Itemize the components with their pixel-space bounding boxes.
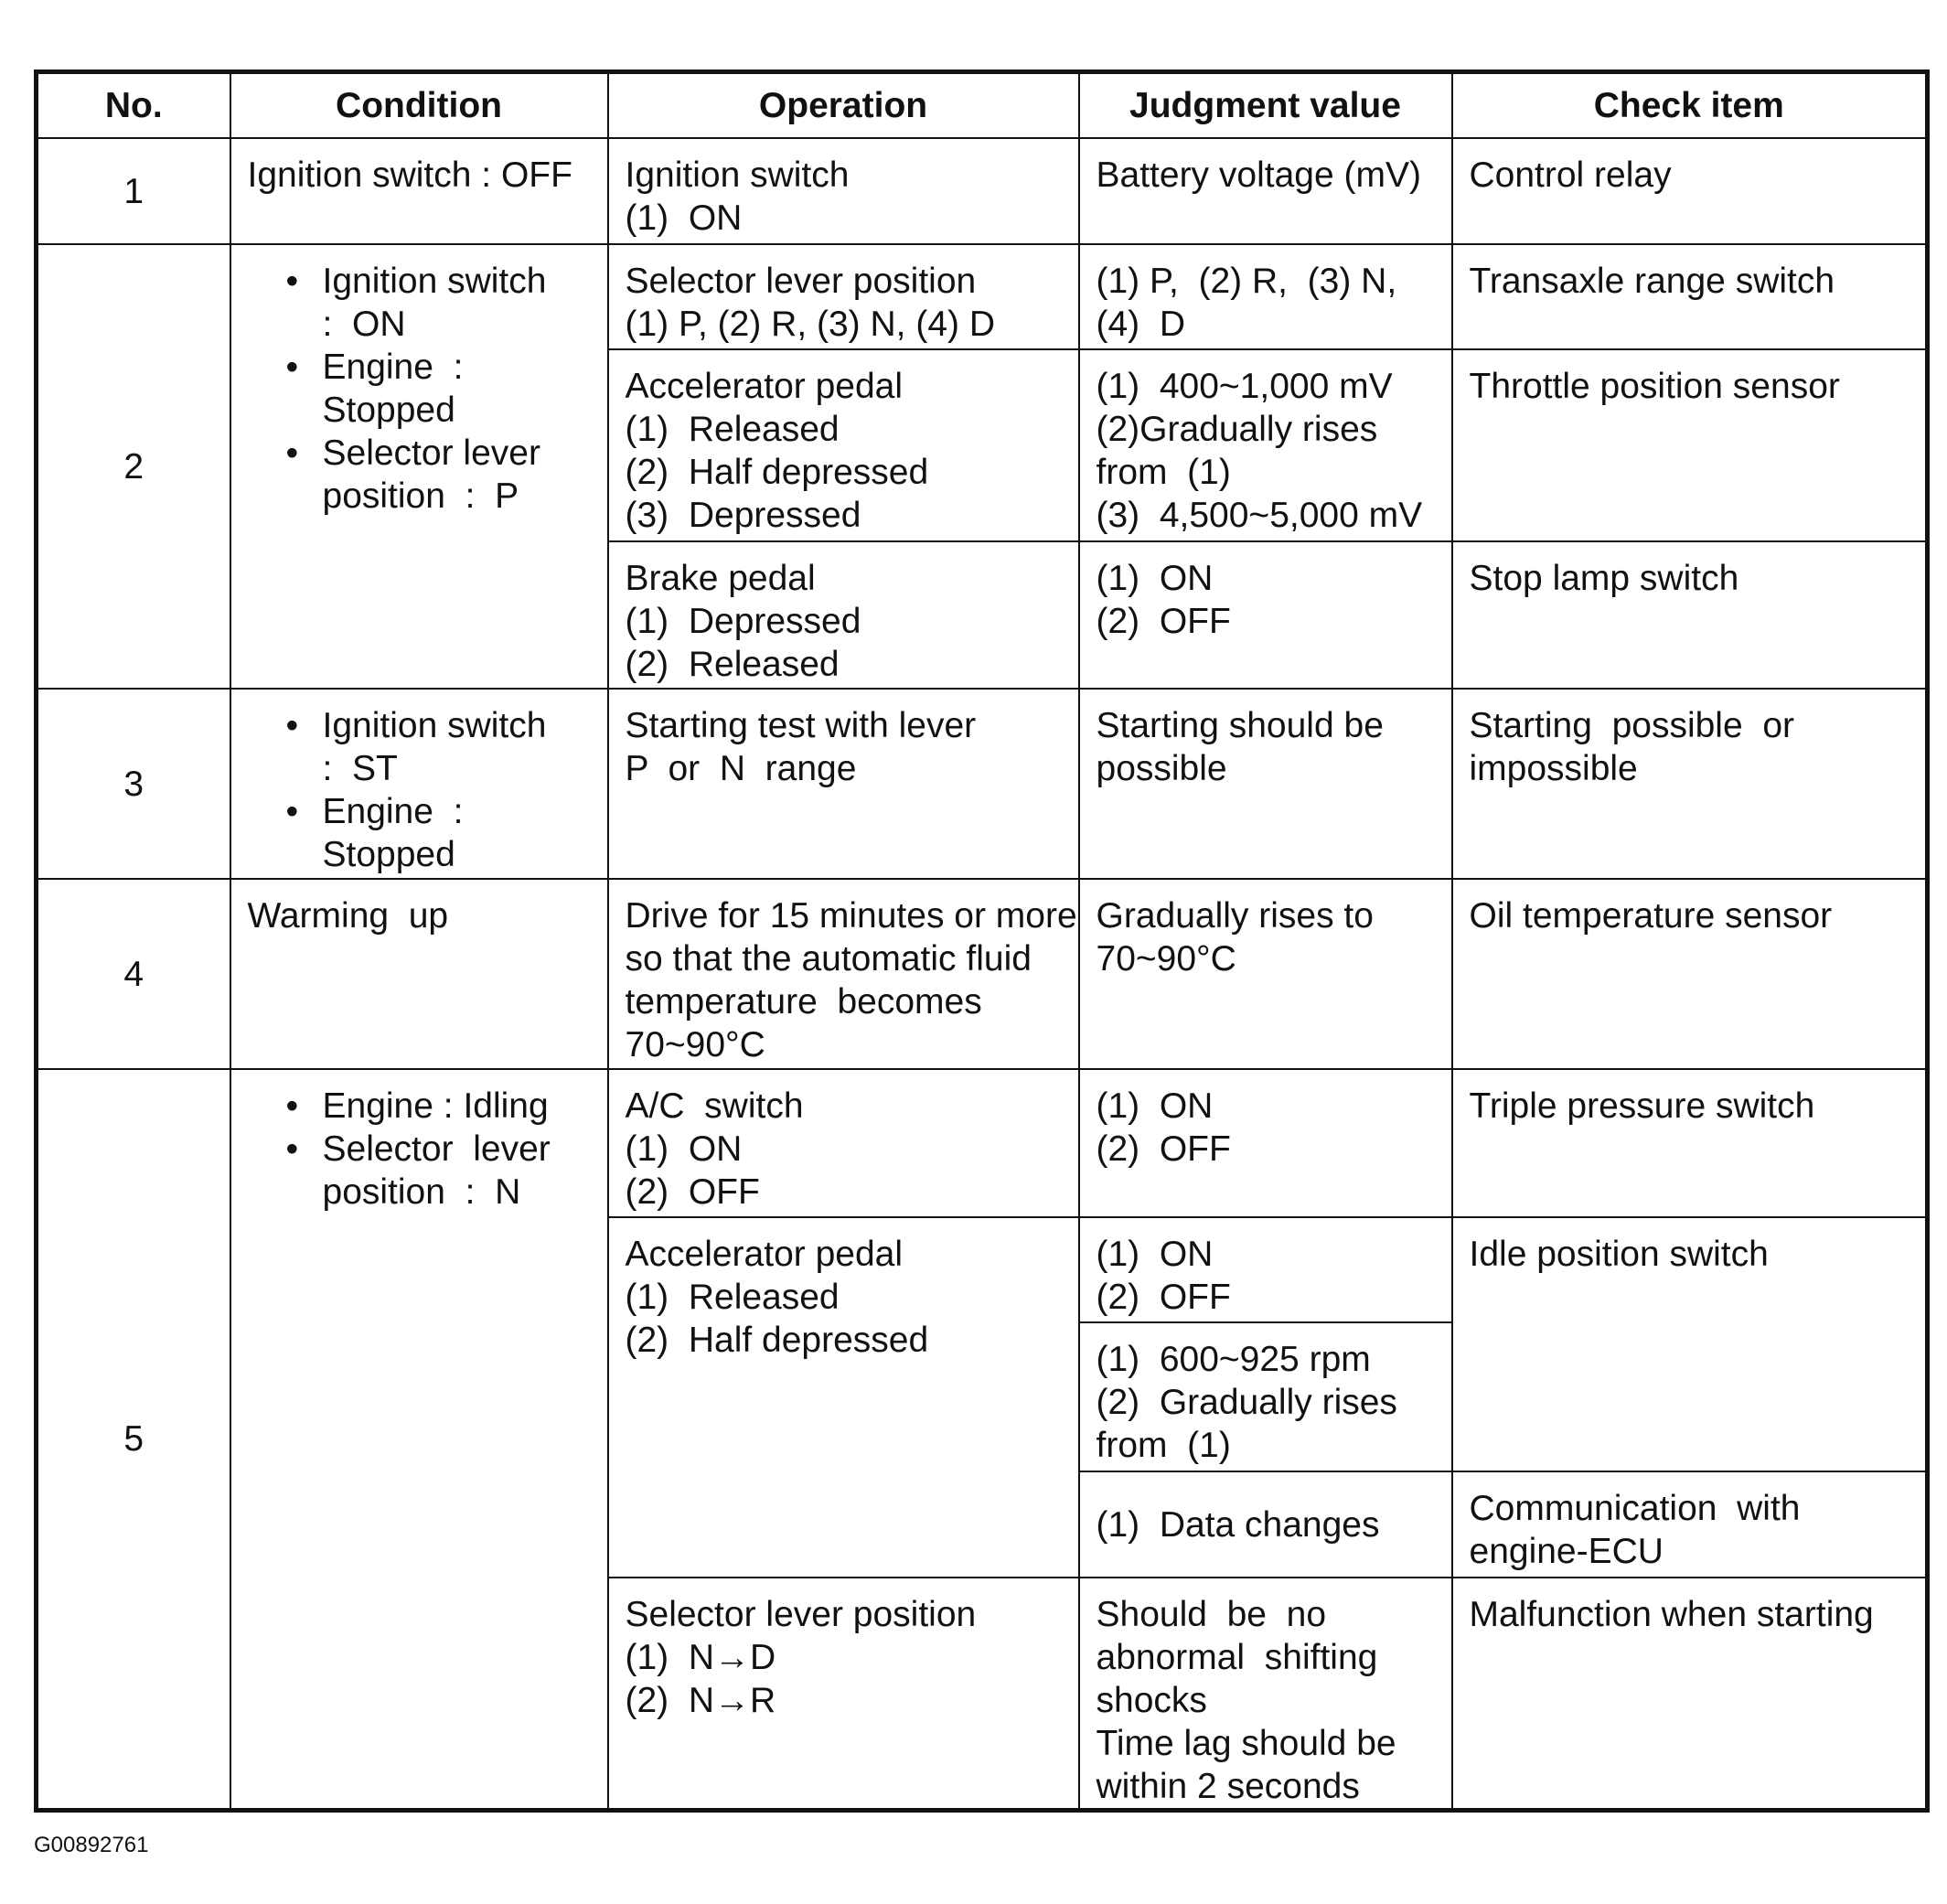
row-number: 3 (37, 689, 230, 879)
cell-line: abnormal shifting (1096, 1638, 1378, 1677)
table-row (37, 244, 1928, 349)
cell-line: engine-ECU (1469, 1532, 1664, 1571)
cell-line: Brake pedal (625, 559, 816, 598)
cell-line: (1) ON (1096, 559, 1214, 598)
judgment-cell (1079, 1578, 1452, 1811)
list-item (286, 346, 591, 432)
cell-line: Drive for 15 minutes or more (625, 896, 1077, 936)
check-item-cell (1452, 541, 1928, 689)
cell-line: Accelerator pedal (625, 1235, 904, 1274)
row-number: 1 (37, 138, 230, 244)
cell-line: (2) Released (625, 645, 840, 684)
condition-cell (230, 879, 608, 1069)
cell-line: within 2 seconds (1096, 1767, 1360, 1806)
cell-line: (2) N→R (625, 1681, 776, 1720)
list-item (286, 1128, 591, 1214)
cell-line: (2) Half depressed (625, 1321, 929, 1360)
cell-line: (2) OFF (1096, 1278, 1231, 1317)
judgment-cell (1079, 1471, 1452, 1578)
cell-line: (1) ON (1096, 1235, 1214, 1274)
cell-line: (1) Released (625, 410, 840, 449)
list-item (286, 432, 591, 518)
cell-line: (1) Depressed (625, 602, 861, 641)
judgment-cell (1079, 1069, 1452, 1217)
judgment-cell (1079, 244, 1452, 349)
cell-line: : ON (322, 305, 406, 344)
cell-line: (2) OFF (1096, 1129, 1231, 1169)
list-item (286, 704, 591, 790)
row-number: 5 (37, 1069, 230, 1811)
cell-line: from (1) (1096, 1426, 1231, 1465)
cell-line: Control relay (1469, 155, 1672, 195)
judgment-cell (1079, 879, 1452, 1069)
cell-line: • Engine : (322, 792, 464, 831)
check-item-cell (1452, 879, 1928, 1069)
cell-line: Malfunction when starting (1469, 1595, 1874, 1634)
judgment-cell (1079, 541, 1452, 689)
table-row (37, 879, 1928, 1069)
cell-line: (3) 4,500~5,000 mV (1096, 496, 1423, 535)
header-check-item: Check item (1452, 72, 1928, 139)
diagnostic-table-document (34, 70, 1925, 1806)
check-item-cell (1452, 1471, 1928, 1578)
operation-cell (608, 1069, 1079, 1217)
cell-line: Accelerator pedal (625, 367, 904, 406)
check-item-cell (1452, 138, 1928, 244)
condition-cell (230, 244, 608, 689)
operation-cell (608, 244, 1079, 349)
row-number: 2 (37, 244, 230, 689)
check-item-cell (1452, 1069, 1928, 1217)
header-row (37, 72, 1928, 139)
cell-line: (1) ON (1096, 1086, 1214, 1126)
cell-line: • Selector lever (322, 1129, 551, 1169)
cell-line: Oil temperature sensor (1469, 896, 1833, 936)
list-item (286, 260, 591, 346)
cell-line: Selector lever position (625, 1595, 977, 1634)
cell-line: (1) Data changes (1096, 1504, 1380, 1545)
cell-line: Should be no (1096, 1595, 1327, 1634)
cell-line: Communication with (1469, 1489, 1801, 1528)
cell-line: Time lag should be (1096, 1724, 1396, 1763)
condition-cell (230, 689, 608, 879)
judgment-cell (1079, 689, 1452, 879)
judgment-cell (1079, 138, 1452, 244)
cell-line: Starting possible or (1469, 706, 1795, 745)
operation-cell (608, 879, 1079, 1069)
operation-cell (608, 1217, 1079, 1578)
cell-line: position : P (322, 476, 519, 516)
cell-line: (1) P, (2) R, (3) N, (4) D (625, 305, 995, 344)
cell-line: Starting test with lever (625, 706, 977, 745)
header-judgment-value: Judgment value (1079, 72, 1452, 139)
cell-line: possible (1096, 749, 1227, 788)
cell-line: shocks (1096, 1681, 1207, 1720)
condition-list (248, 1085, 591, 1214)
cell-line: A/C switch (625, 1086, 804, 1126)
operation-cell (608, 541, 1079, 689)
table-row (37, 1069, 1928, 1217)
cell-line: (2)Gradually rises (1096, 410, 1378, 449)
cell-line: Idle position switch (1469, 1235, 1769, 1274)
header-no: No. (37, 72, 230, 139)
cell-line: (2) Half depressed (625, 453, 929, 492)
cell-line: temperature becomes (625, 982, 982, 1022)
cell-line: (2) OFF (625, 1172, 760, 1212)
cell-line: (3) Depressed (625, 496, 861, 535)
cell-line: • Engine : Idling (322, 1086, 549, 1126)
check-item-cell (1452, 1217, 1928, 1471)
row-number: 4 (37, 879, 230, 1069)
list-item (286, 1085, 591, 1128)
cell-line: Throttle position sensor (1469, 367, 1840, 406)
header-operation: Operation (608, 72, 1079, 139)
cell-line: Stop lamp switch (1469, 559, 1739, 598)
cell-line: • Selector lever (322, 433, 540, 473)
cell-line: Battery voltage (mV) (1096, 155, 1421, 195)
cell-line: Stopped (322, 835, 455, 874)
cell-line: (2) OFF (1096, 602, 1231, 641)
cell-line: position : N (322, 1172, 521, 1212)
cell-line: (1) 400~1,000 mV (1096, 367, 1393, 406)
operation-cell (608, 138, 1079, 244)
condition-list (248, 260, 591, 518)
cell-line: Transaxle range switch (1469, 262, 1835, 301)
cell-line: 70~90°C (625, 1025, 765, 1064)
cell-line: Starting should be (1096, 706, 1384, 745)
cell-line: • Ignition switch (322, 706, 547, 745)
cell-line: (2) Gradually rises (1096, 1383, 1397, 1422)
operation-cell (608, 349, 1079, 541)
cell-line: Stopped (322, 390, 455, 430)
cell-line: 70~90°C (1096, 939, 1236, 979)
judgment-cell (1079, 349, 1452, 541)
judgment-cell (1079, 1322, 1452, 1471)
condition-text: Warming up (247, 896, 449, 936)
cell-line: (1) Released (625, 1278, 840, 1317)
check-item-cell (1452, 349, 1928, 541)
operation-cell (608, 1578, 1079, 1811)
condition-cell (230, 1069, 608, 1811)
cell-line: (1) P, (2) R, (3) N, (1096, 262, 1397, 301)
cell-line: (1) ON (625, 1129, 743, 1169)
cell-line: Triple pressure switch (1469, 1086, 1815, 1126)
condition-cell (230, 138, 608, 244)
cell-line: impossible (1469, 749, 1638, 788)
cell-line: so that the automatic fluid (625, 939, 1032, 979)
table-row (37, 138, 1928, 244)
cell-line: P or N range (625, 749, 857, 788)
check-item-cell (1452, 244, 1928, 349)
header-condition: Condition (230, 72, 608, 139)
check-item-cell (1452, 1578, 1928, 1811)
check-item-cell (1452, 689, 1928, 879)
cell-line: (1) N→D (625, 1638, 776, 1677)
figure-code: G00892761 (34, 1833, 149, 1857)
cell-line: • Ignition switch (322, 262, 547, 301)
condition-list (248, 704, 591, 876)
cell-line: : ST (322, 749, 398, 788)
cell-line: Selector lever position (625, 262, 977, 301)
cell-line: Gradually rises to (1096, 896, 1374, 936)
judgment-cell (1079, 1217, 1452, 1322)
condition-text: Ignition switch : OFF (247, 155, 572, 195)
cell-line: (4) D (1096, 305, 1185, 344)
cell-line: Ignition switch (625, 155, 850, 195)
operation-cell (608, 689, 1079, 879)
list-item (286, 790, 591, 876)
cell-line: (1) ON (625, 198, 743, 238)
cell-line: • Engine : (322, 348, 464, 387)
cell-line: (1) 600~925 rpm (1096, 1340, 1371, 1379)
cell-line: from (1) (1096, 453, 1231, 492)
table-row (37, 689, 1928, 879)
diagnostic-table (34, 70, 1930, 1813)
